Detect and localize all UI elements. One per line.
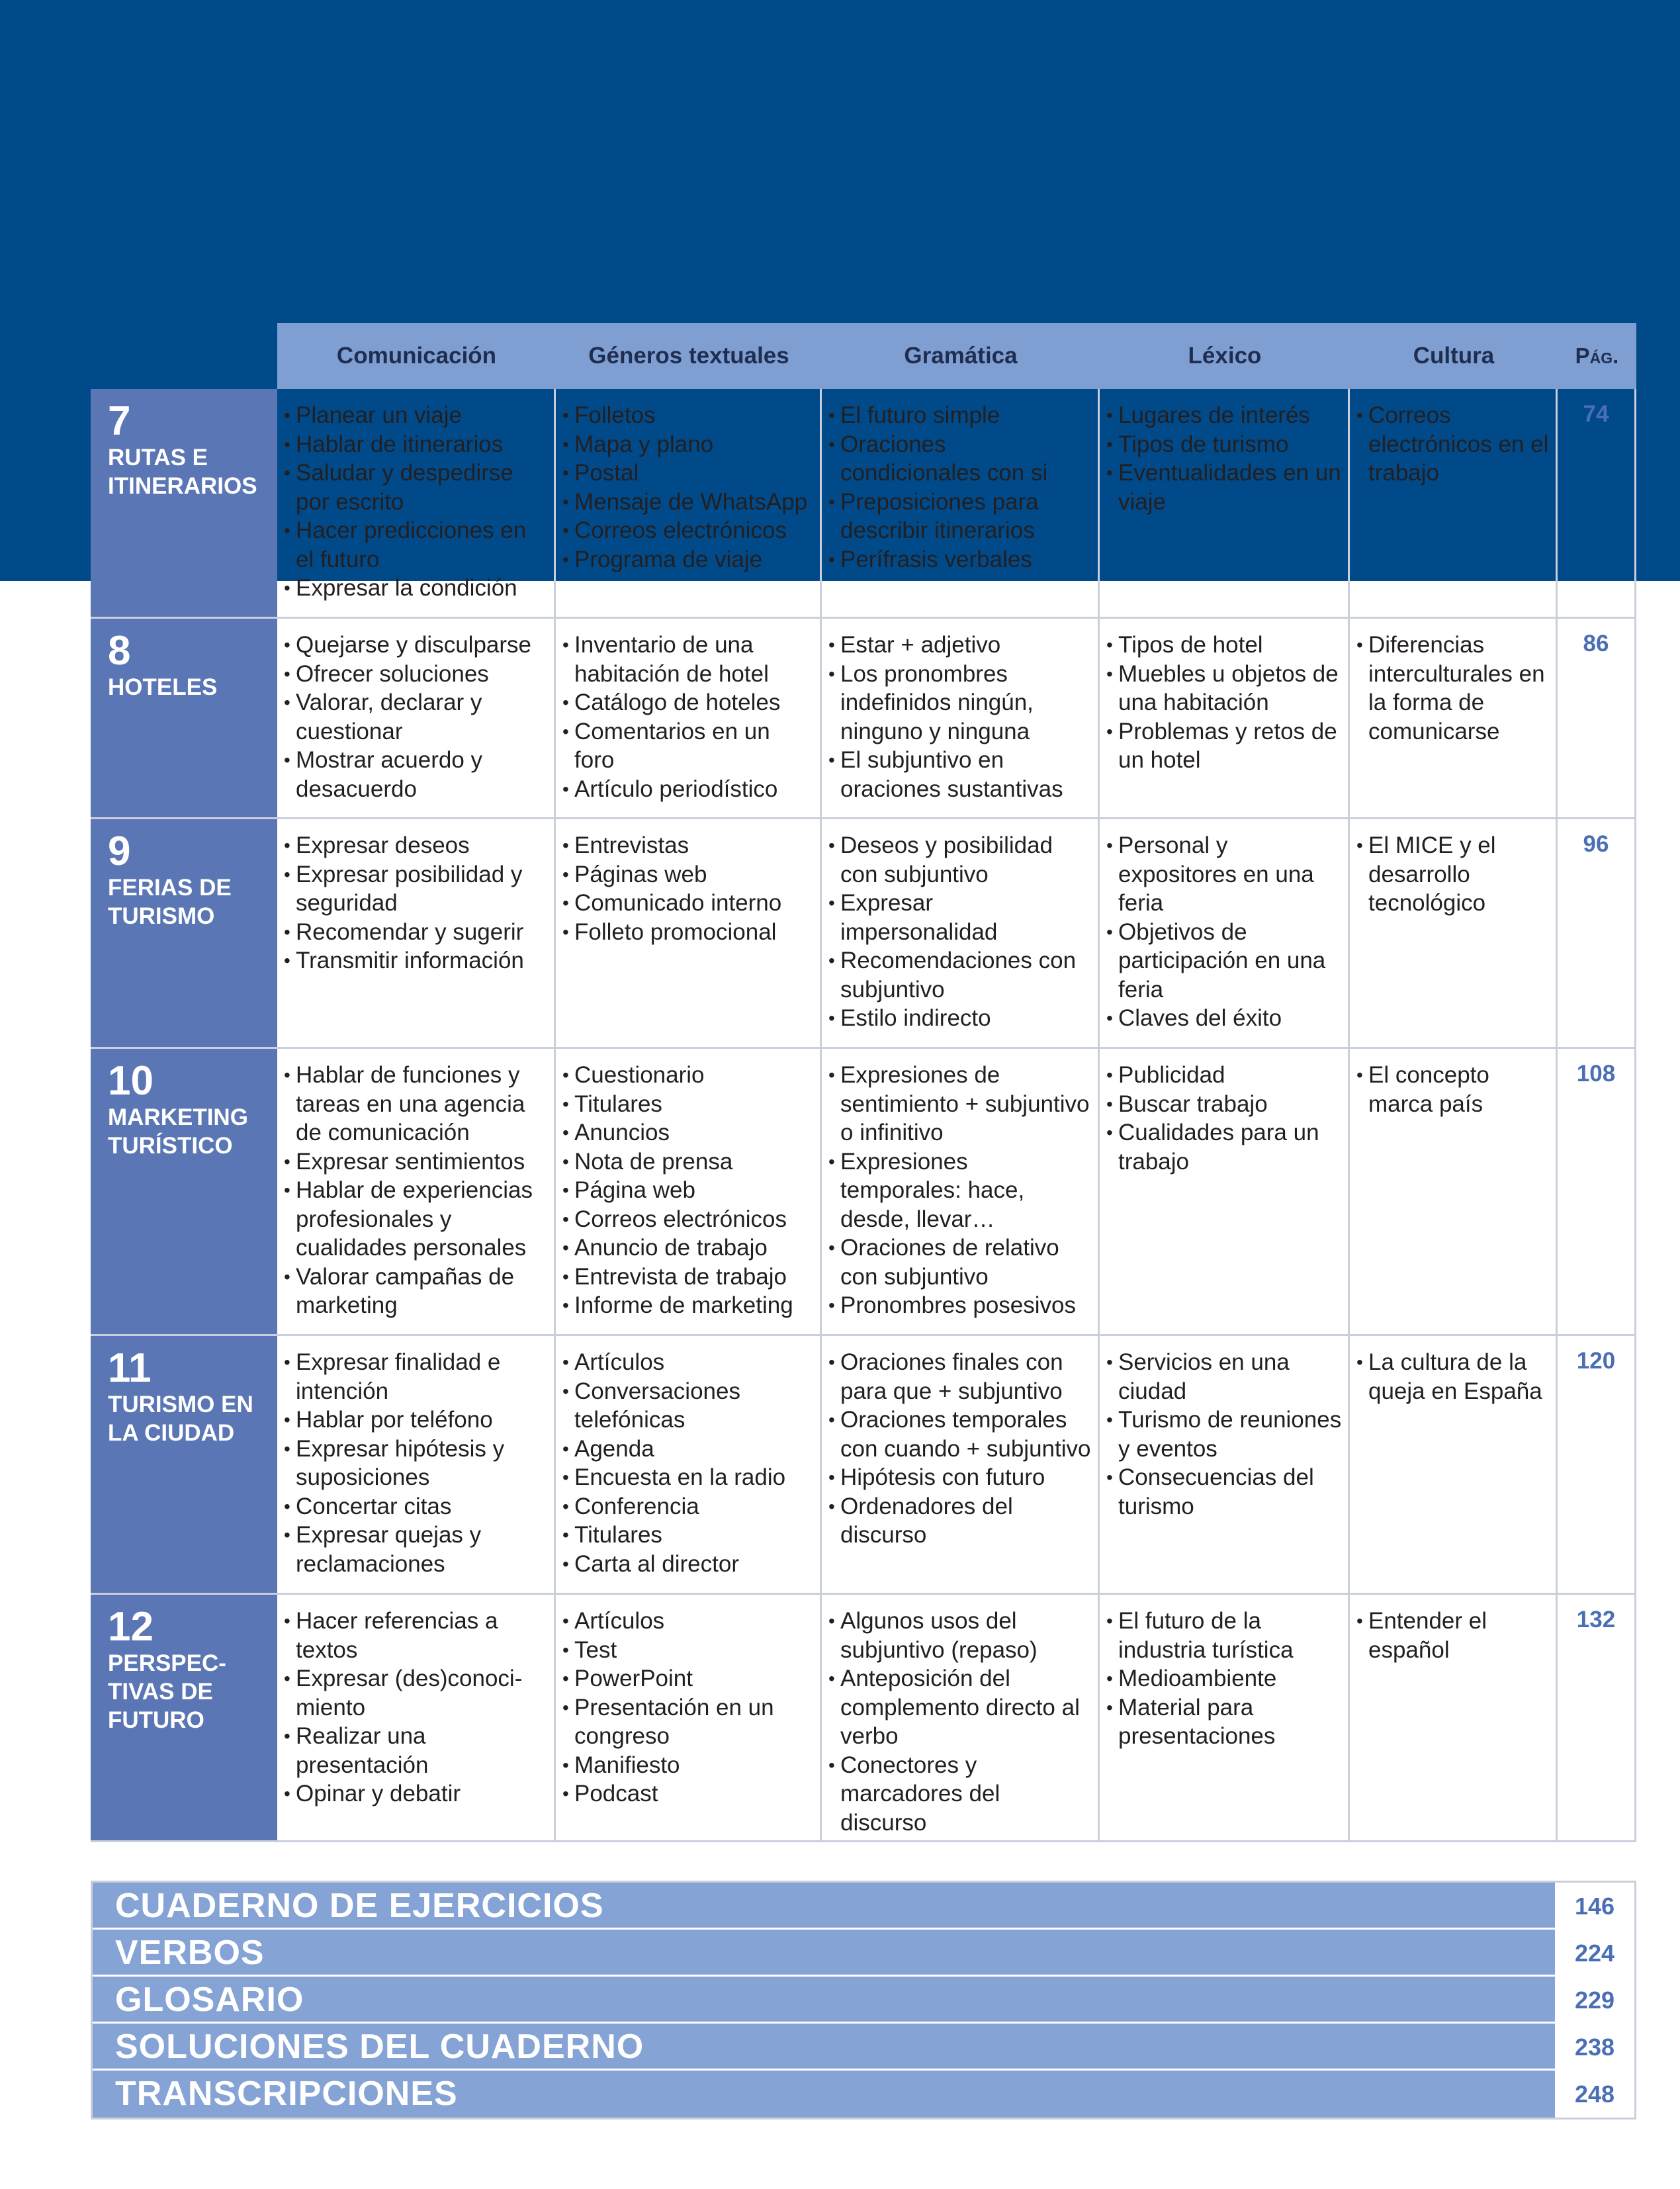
page-number[interactable]: 86 [1558, 619, 1636, 817]
list-item: • Anuncio de trabajo [562, 1233, 815, 1263]
list-item: • Titulares [562, 1090, 815, 1119]
list-item: • Hacer referencias a textos [284, 1607, 549, 1664]
list-item: • Oraciones finales con para que + subjuntivo [828, 1348, 1092, 1406]
list-item: • PowerPoint [562, 1664, 815, 1693]
list-item: • Folleto promocional [562, 918, 815, 947]
list-item: • Entender el español [1356, 1607, 1550, 1664]
unit-title: RUTAS E ITINERARIOS [108, 445, 257, 499]
list-item: • Buscar trabajo [1106, 1090, 1343, 1119]
cultura-cell [1350, 619, 1558, 817]
list-item: • Mostrar acuerdo y desacuerdo [284, 746, 549, 803]
list-item: • Carta al director [562, 1550, 815, 1579]
lexico-cell [1100, 389, 1350, 617]
list-item: • Expresiones temporales: hace, desde, llevar… [828, 1147, 1092, 1234]
page-number: 146 [1555, 1883, 1634, 1928]
list-item: • Encuesta en la radio [562, 1463, 815, 1492]
list-item: • Valorar campañas de marketing [284, 1263, 549, 1320]
list-item: • Expresar hipótesis y suposiciones [284, 1435, 549, 1492]
unit-title: HOTELES [108, 674, 218, 700]
list-item: • Opinar y debatir [284, 1779, 549, 1809]
comunicacion-cell [277, 1336, 556, 1593]
appendix-label: SOLUCIONES DEL CUADERNO [93, 2024, 1555, 2069]
comunicacion-cell [277, 389, 556, 617]
list-item: • Oraciones temporales con cuando + subjuntivo [828, 1406, 1092, 1463]
appendix-label: TRANSCRIPCIONES [93, 2071, 1555, 2118]
unit-number: 7 [108, 398, 131, 444]
unit-label [91, 619, 277, 817]
list-item: • Titulares [562, 1521, 815, 1550]
unit-title: PERSPEC- TIVAS DE FUTURO [108, 1650, 226, 1733]
list-item: • Tipos de turismo [1106, 430, 1343, 459]
generos-cell [556, 1336, 822, 1593]
page-number[interactable]: 74 [1558, 389, 1636, 617]
list-item: • Test [562, 1636, 815, 1665]
list-item: • Expresar la condición [284, 574, 549, 603]
comunicacion-cell [277, 619, 556, 817]
cultura-cell [1350, 1336, 1558, 1593]
comunicacion-cell [277, 1049, 556, 1334]
list-item: • Comentarios en un foro [562, 717, 815, 775]
list-item: • Hacer predicciones en el futuro [284, 516, 549, 574]
list-item: • Saludar y despedirse por escrito [284, 459, 549, 516]
unit-row-8 [91, 619, 1636, 819]
unit-label [91, 819, 277, 1047]
page-number: 238 [1555, 2024, 1634, 2069]
list-item: • Concertar citas [284, 1492, 549, 1521]
list-item: • Hablar por teléfono [284, 1406, 549, 1435]
list-item: • Expresar impersonalidad [828, 889, 1092, 946]
list-item: • Estilo indirecto [828, 1004, 1092, 1033]
list-item: • Informe de marketing [562, 1291, 815, 1320]
list-item: • El futuro de la industria turística [1106, 1607, 1343, 1664]
table-header-row [277, 323, 1636, 389]
list-item: • Correos electrónicos [562, 1205, 815, 1234]
appendix-list [91, 1881, 1636, 2120]
list-item: • Mensaje de WhatsApp [562, 488, 815, 517]
page-number[interactable]: 120 [1558, 1336, 1636, 1593]
list-item: • Hablar de experiencias profesionales y cualidades personales [284, 1176, 549, 1263]
lexico-cell [1100, 1049, 1350, 1334]
gramatica-cell [822, 819, 1100, 1047]
appendix-item-verbos[interactable] [93, 1930, 1634, 1977]
list-item: • Conectores y marcadores del discurso [828, 1751, 1092, 1838]
list-item: • Conversaciones telefónicas [562, 1377, 815, 1435]
list-item: • Diferencias interculturales en la forma de comunicarse [1356, 631, 1550, 746]
list-item: • Los pronombres indefinidos ningún, ninguno y ninguna [828, 660, 1092, 746]
list-item: • Estar + adjetivo [828, 631, 1092, 660]
list-item: • Expresar finalidad e intención [284, 1348, 549, 1406]
gramatica-cell [822, 619, 1100, 817]
list-item: • La cultura de la queja en España [1356, 1348, 1550, 1406]
list-item: • Cuestionario [562, 1061, 815, 1090]
list-item: • Inventario de una habitación de hotel [562, 631, 815, 688]
list-item: • Claves del éxito [1106, 1004, 1343, 1033]
unit-label [91, 1595, 277, 1840]
units-table [91, 389, 1636, 1842]
list-item: • Manifiesto [562, 1751, 815, 1780]
list-item: • Quejarse y disculparse [284, 631, 549, 660]
gramatica-cell [822, 1049, 1100, 1334]
list-item: • Expresar (des)conoci-miento [284, 1664, 549, 1722]
unit-title: TURISMO EN LA CIUDAD [108, 1392, 253, 1446]
appendix-label: CUADERNO DE EJERCICIOS [93, 1883, 1555, 1928]
list-item: • Oraciones de relativo con subjuntivo [828, 1233, 1092, 1291]
cultura-cell [1350, 1049, 1558, 1334]
list-item: • Tipos de hotel [1106, 631, 1343, 660]
list-item: • Podcast [562, 1779, 815, 1809]
list-item: • Servicios en una ciudad [1106, 1348, 1343, 1406]
list-item: • Recomendar y sugerir [284, 918, 549, 947]
list-item: • El subjuntivo en oraciones sustantivas [828, 746, 1092, 803]
list-item: • Comunicado interno [562, 889, 815, 918]
list-item: • Pronombres posesivos [828, 1291, 1092, 1320]
unit-row-10 [91, 1049, 1636, 1336]
header-cultura: Cultura [1413, 343, 1495, 369]
generos-cell [556, 1049, 822, 1334]
list-item: • Turismo de reuniones y eventos [1106, 1406, 1343, 1463]
appendix-item-transcripciones[interactable] [93, 2071, 1634, 2118]
list-item: • Hipótesis con futuro [828, 1463, 1092, 1492]
list-item: • Ordenadores del discurso [828, 1492, 1092, 1550]
list-item: • Expresar sentimientos [284, 1147, 549, 1177]
gramatica-cell [822, 1595, 1100, 1840]
lexico-cell [1100, 619, 1350, 817]
unit-number: 9 [108, 828, 131, 874]
list-item: • Conferencia [562, 1492, 815, 1521]
list-item: • Página web [562, 1176, 815, 1205]
unit-number: 10 [108, 1058, 154, 1104]
list-item: • Publicidad [1106, 1061, 1343, 1090]
list-item: • Entrevistas [562, 831, 815, 860]
list-item: • Transmitir información [284, 946, 549, 975]
list-item: • Expresar deseos [284, 831, 549, 860]
unit-row-12 [91, 1595, 1636, 1842]
list-item: • Artículos [562, 1607, 815, 1636]
lexico-cell [1100, 1595, 1350, 1840]
list-item: • Realizar una presentación [284, 1722, 549, 1779]
appendix-item-glosario[interactable] [93, 1977, 1634, 2024]
list-item: • Expresar quejas y reclamaciones [284, 1521, 549, 1578]
unit-title: FERIAS DE TURISMO [108, 875, 232, 929]
list-item: • Entrevista de trabajo [562, 1263, 815, 1292]
list-item: • Recomendaciones con subjuntivo [828, 946, 1092, 1004]
list-item: • Objetivos de participación en una feria [1106, 918, 1343, 1005]
list-item: • El concepto marca país [1356, 1061, 1550, 1118]
list-item: • Perífrasis verbales [828, 545, 1092, 574]
appendix-item-soluciones[interactable] [93, 2024, 1634, 2071]
list-item: • Problemas y retos de un hotel [1106, 717, 1343, 775]
list-item: • Cualidades para un trabajo [1106, 1118, 1343, 1176]
list-item: • El futuro simple [828, 401, 1092, 430]
list-item: • Hablar de itinerarios [284, 430, 549, 459]
list-item: • Mapa y plano [562, 430, 815, 459]
unit-label [91, 1336, 277, 1593]
list-item: • Medioambiente [1106, 1664, 1343, 1693]
unit-number: 12 [108, 1604, 154, 1650]
unit-label [91, 1049, 277, 1334]
list-item: • Páginas web [562, 860, 815, 889]
page-number[interactable]: 96 [1558, 819, 1636, 1047]
list-item: • Valorar, declarar y cuestionar [284, 688, 549, 746]
list-item: • Nota de prensa [562, 1147, 815, 1177]
cultura-cell [1350, 389, 1558, 617]
unit-label [91, 389, 277, 617]
header-pag: Pág. [1575, 343, 1619, 368]
unit-title: MARKETING TURÍSTICO [108, 1104, 248, 1159]
unit-row-9 [91, 819, 1636, 1049]
lexico-cell [1100, 819, 1350, 1047]
list-item: • Hablar de funciones y tareas en una agencia de comunicación [284, 1061, 549, 1147]
generos-cell [556, 819, 822, 1047]
cultura-cell [1350, 1595, 1558, 1840]
page-number[interactable]: 132 [1558, 1595, 1636, 1840]
list-item: • Ofrecer soluciones [284, 660, 549, 689]
list-item: • Artículos [562, 1348, 815, 1377]
comunicacion-cell [277, 1595, 556, 1840]
page-number[interactable]: 108 [1558, 1049, 1636, 1334]
appendix-label: VERBOS [93, 1930, 1555, 1975]
page-number: 248 [1555, 2071, 1634, 2118]
header-comunicacion: Comunicación [336, 343, 497, 369]
list-item: • El MICE y el desarrollo tecnológico [1356, 831, 1550, 918]
gramatica-cell [822, 389, 1100, 617]
appendix-item-cuaderno[interactable] [93, 1883, 1634, 1930]
list-item: • Expresiones de sentimiento + subjuntivo o infinitivo [828, 1061, 1092, 1147]
list-item: • Personal y expositores en una feria [1106, 831, 1343, 918]
page-number: 224 [1555, 1930, 1634, 1975]
list-item: • Planear un viaje [284, 401, 549, 430]
unit-row-7 [91, 389, 1636, 619]
list-item: • Material para presentaciones [1106, 1693, 1343, 1751]
list-item: • Expresar posibilidad y seguridad [284, 860, 549, 918]
header-lexico: Léxico [1188, 343, 1262, 369]
list-item: • Preposiciones para describir itinerarios [828, 488, 1092, 545]
unit-number: 11 [108, 1345, 152, 1391]
cultura-cell [1350, 819, 1558, 1047]
list-item: • Catálogo de hoteles [562, 688, 815, 717]
gramatica-cell [822, 1336, 1100, 1593]
unit-number: 8 [108, 628, 131, 674]
list-item: • Anteposición del complemento directo al verbo [828, 1664, 1092, 1751]
list-item: • Muebles u objetos de una habitación [1106, 660, 1343, 717]
page-number: 229 [1555, 1977, 1634, 2022]
list-item: • Agenda [562, 1435, 815, 1464]
list-item: • Artículo periodístico [562, 775, 815, 804]
list-item: • Lugares de interés [1106, 401, 1343, 430]
generos-cell [556, 389, 822, 617]
list-item: • Consecuencias del turismo [1106, 1463, 1343, 1521]
list-item: • Algunos usos del subjuntivo (repaso) [828, 1607, 1092, 1664]
header-generos: Géneros textuales [588, 343, 789, 369]
header-gramatica: Gramática [904, 343, 1018, 369]
list-item: • Folletos [562, 401, 815, 430]
list-item: • Programa de viaje [562, 545, 815, 574]
lexico-cell [1100, 1336, 1350, 1593]
comunicacion-cell [277, 819, 556, 1047]
list-item: • Presentación en un congreso [562, 1693, 815, 1751]
list-item: • Deseos y posibilidad con subjuntivo [828, 831, 1092, 889]
list-item: • Correos electrónicos [562, 516, 815, 545]
list-item: • Correos electrónicos en el trabajo [1356, 401, 1550, 488]
generos-cell [556, 619, 822, 817]
unit-row-11 [91, 1336, 1636, 1595]
generos-cell [556, 1595, 822, 1840]
list-item: • Eventualidades en un viaje [1106, 459, 1343, 516]
appendix-label: GLOSARIO [93, 1977, 1555, 2022]
list-item: • Anuncios [562, 1118, 815, 1147]
list-item: • Postal [562, 459, 815, 488]
list-item: • Oraciones condicionales con si [828, 430, 1092, 488]
